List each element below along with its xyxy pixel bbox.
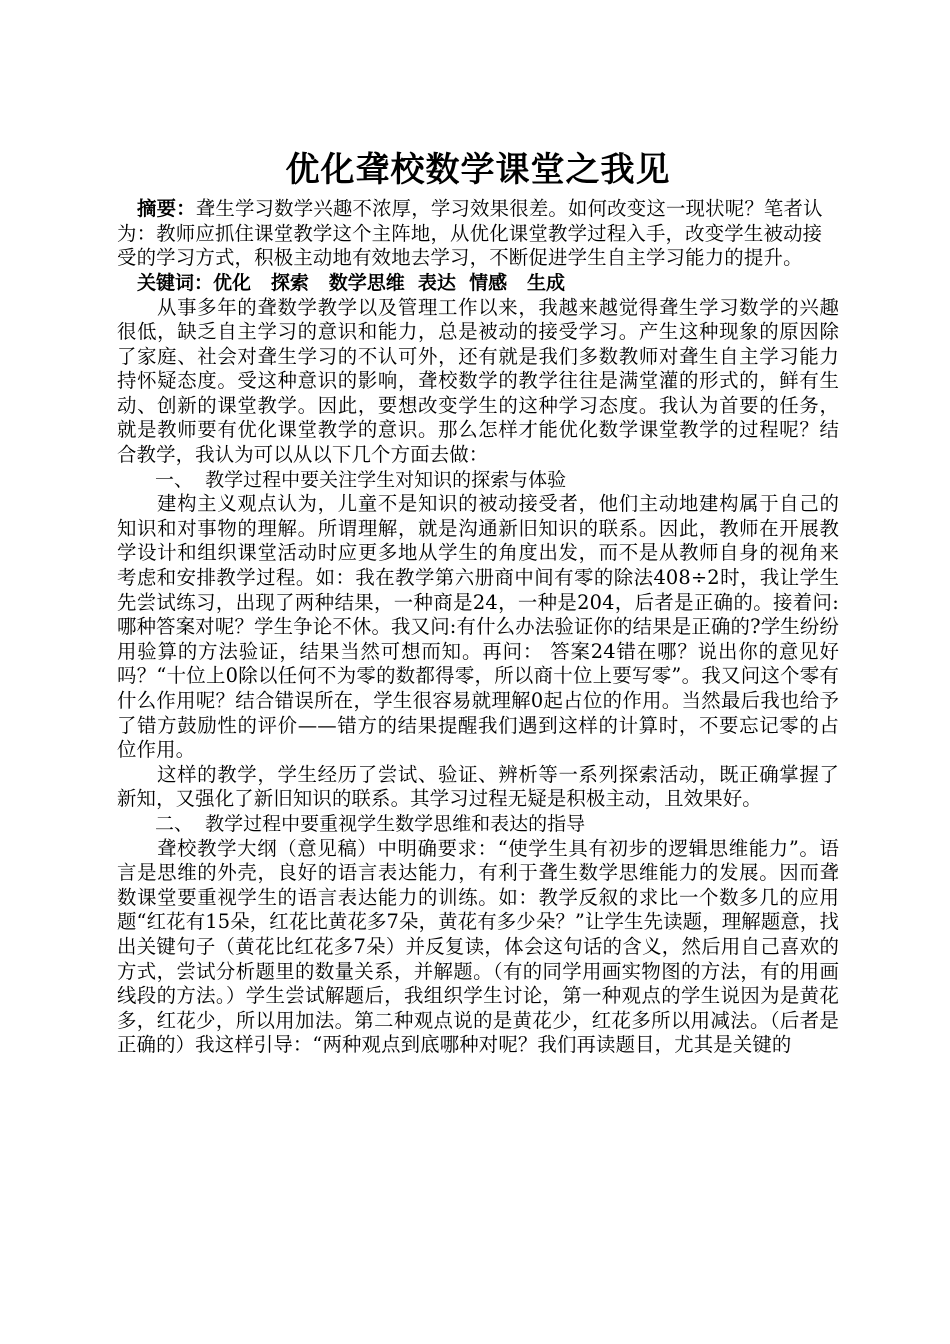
abstract: [117, 197, 839, 271]
abstract-text: 聋生学习数学兴趣不浓厚，学习效果很差。如何改变这一现状呢？笔者认为：教师应抓住课堂教学这个主阵地，从优化课堂教学过程入手，改变学生被动接受的学习方式，积极主动地有效地去学习，不断促进学生自主学习能力的提升。: [117, 197, 823, 269]
section1-paragraph-2: 这样的教学，学生经历了尝试、验证、辨析等一系列探索活动，既正确掌握了新知，又强化了新旧知识的联系。其学习过程无疑是积极主动，且效果好。: [117, 762, 839, 811]
keywords-line: 关键词：优化 探索 数学思维 表达 情感 生成: [137, 271, 565, 294]
section-heading-1: 一、 教学过程中要关注学生对知识的探索与体验: [155, 468, 567, 491]
section-heading-2: 二、 教学过程中要重视学生数学思维和表达的指导: [155, 812, 586, 835]
document-page: [117, 145, 839, 1058]
section1-paragraph-1: 建构主义观点认为，儿童不是知识的被动接受者，他们主动地建构属于自己的知识和对事物的理解。所谓理解，就是沟通新旧知识的联系。因此，教师在开展教学设计和组织课堂活动时应更多地从学生的角度出发，而不是从教师自身的视角来考虑和安排教学过程。如：我在教学第六册商中间有零的除法408÷2时，我让学生先尝试练习，出现了两种结果，一种商是24，一种是204，后者是正确的。接着问:哪种答案对呢？学生争论不休。我又问:有什么办法验证你的结果是正确的?学生纷纷用验算的方法验证，结果当然可想而知。再问： 答案24错在哪？说出你的意见好吗？“十位上0除以任何不为零的数都得零，所以商十位上要写零”。我又问这个零有什么作用呢？结合错误所在，学生很容易就理解0起占位的作用。当然最后我也给予了错方鼓励性的评价——错方的结果提醒我们遇到这样的计算时，不要忘记零的占位作用。: [117, 492, 839, 762]
document-title: 优化聋校数学课堂之我见: [285, 150, 671, 190]
intro-paragraph: 从事多年的聋数学教学以及管理工作以来，我越来越觉得聋生学习数学的兴趣很低，缺乏自主学习的意识和能力，总是被动的接受学习。产生这种现象的原因除了家庭、社会对聋生学习的不认可外，还有就是我们多数教师对聋生自主学习能力持怀疑态度。受这种意识的影响，聋校数学的教学往往是满堂灌的形式的，鲜有生动、创新的课堂教学。因此，要想改变学生的这种学习态度。我认为首要的任务，就是教师要有优化课堂教学的意识。那么怎样才能优化数学课堂教学的过程呢？结合教学，我认为可以从以下几个方面去做：: [117, 295, 839, 467]
section2-paragraph-1: 聋校教学大纲（意见稿）中明确要求：“使学生具有初步的逻辑思维能力”。语言是思维的外壳，良好的语言表达能力，有利于聋生数学思维能力的发展。因而聋数课堂要重视学生的语言表达能力的训练。如：教学反叙的求比一个数多几的应用题“红花有15朵，红花比黄花多7朵，黄花有多少朵？”让学生先读题，理解题意，找出关键句子（黄花比红花多7朵）并反复读，体会这句话的含义，然后用自己喜欢的方式，尝试分析题里的数量关系，并解题。（有的同学用画实物图的方法，有的用画线段的方法。）学生尝试解题后，我组织学生讨论，第一种观点的学生说因为是黄花多，红花少，所以用加法。第二种观点说的是黄花少，红花多所以用减法。（后者是正确的）我这样引导：“两种观点到底哪种对呢？我们再读题目，尤其是关键的: [117, 836, 839, 1057]
abstract-label: 摘要：: [137, 197, 196, 220]
